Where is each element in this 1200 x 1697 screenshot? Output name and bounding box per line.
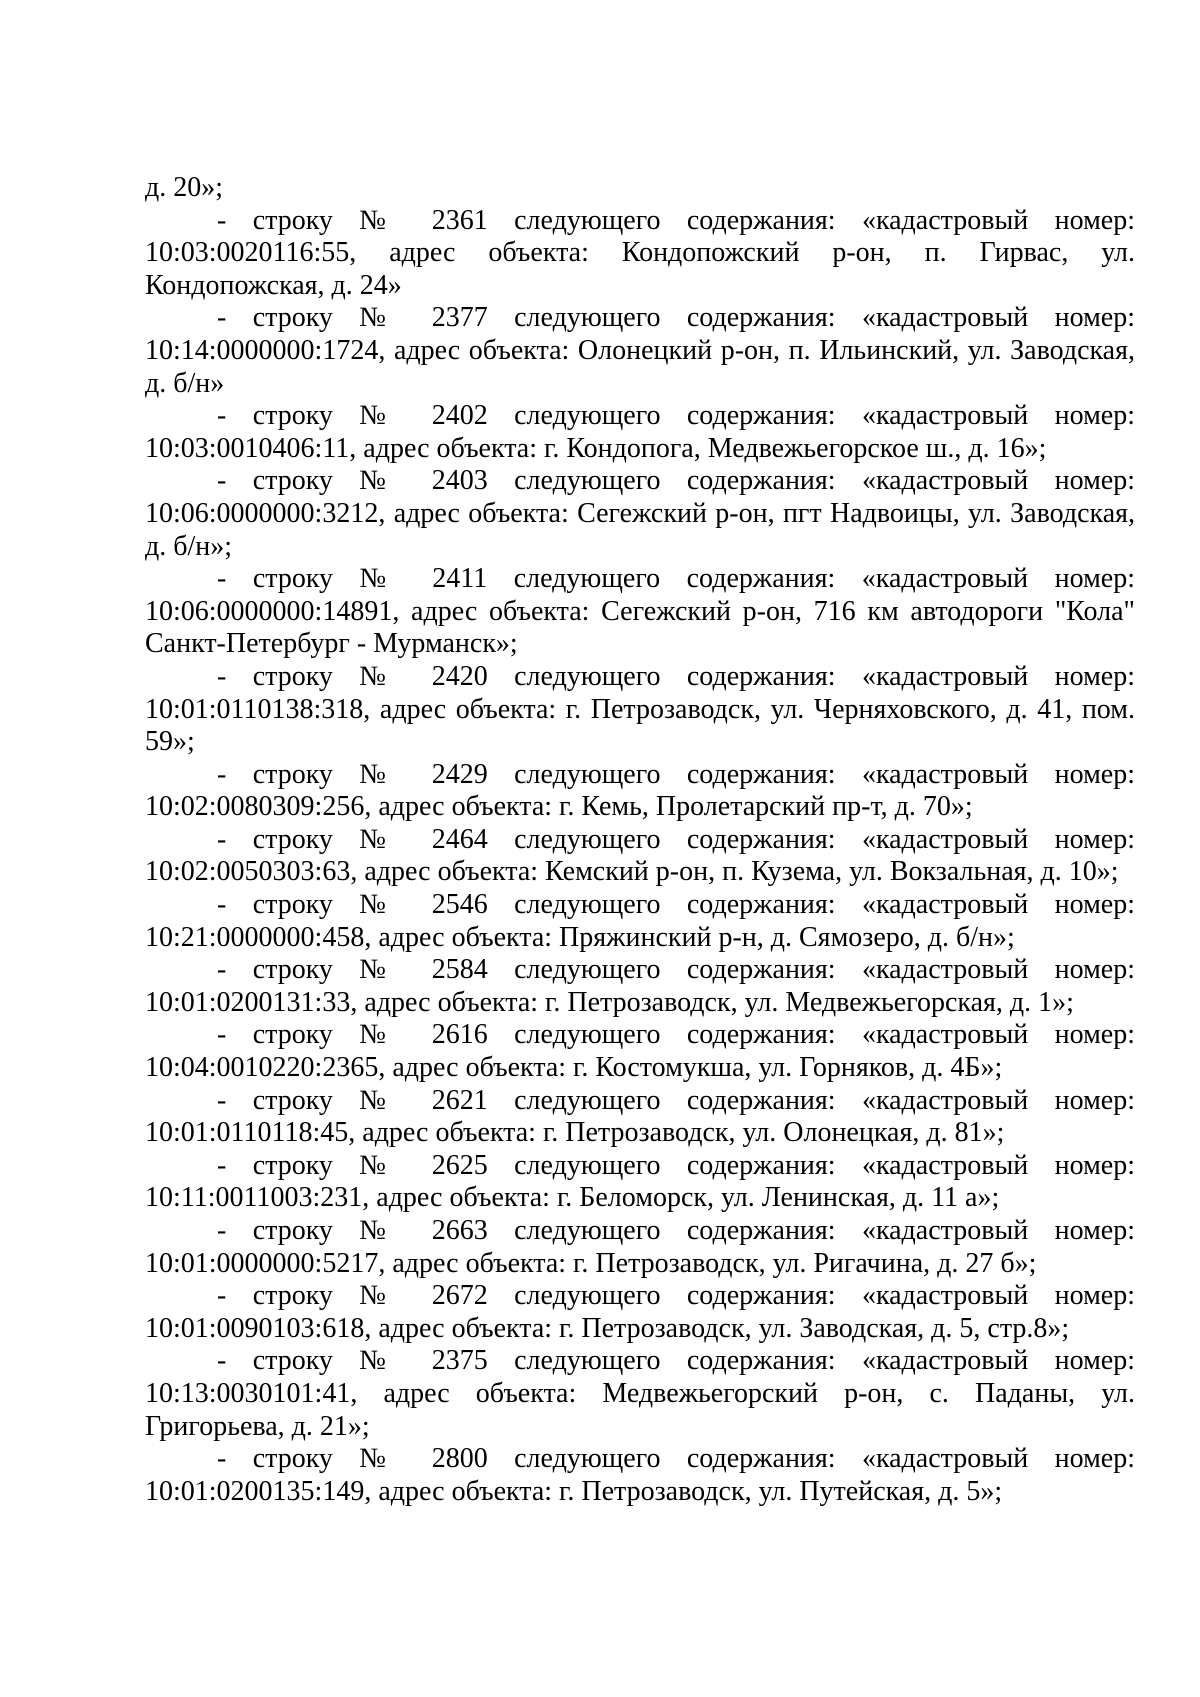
list-item: - строку № 2672 следующего содержания: «кадастровый номер: 10:01:0090103:618, адрес объекта: г. Петрозаводск, ул. Заводская, д. 5, стр.8»;: [145, 1280, 1135, 1344]
document-body: [145, 172, 1135, 1508]
list-item: - строку № 2403 следующего содержания: «кадастровый номер: 10:06:0000000:3212, адрес объекта: Сегежский р-он, пгт Надвоицы, ул. Заводская, д. б/н»;: [145, 465, 1135, 562]
list-item: - строку № 2411 следующего содержания: «кадастровый номер: 10:06:0000000:14891, адрес объекта: Сегежский р-он, 716 км автодороги "Кола" Санкт-Петербург - Мурманск»;: [145, 563, 1135, 660]
list-item: - строку № 2420 следующего содержания: «кадастровый номер: 10:01:0110138:318, адрес объекта: г. Петрозаводск, ул. Черняховского, д. 41, пом. 59»;: [145, 660, 1135, 758]
list-item: - строку № 2546 следующего содержания: «кадастровый номер: 10:21:0000000:458, адрес объекта: Пряжинский р-н, д. Сямозеро, д. б/н»;: [145, 889, 1135, 953]
list-item: - строку № 2377 следующего содержания: «кадастровый номер: 10:14:0000000:1724, адрес объекта: Олонецкий р-он, п. Ильинский, ул. Заводская, д. б/н»: [145, 302, 1135, 399]
list-item: - строку № 2375 следующего содержания: «кадастровый номер: 10:13:0030101:41, адрес объекта: Медвежьегорский р-он, с. Паданы, ул. Григорьева, д. 21»;: [145, 1345, 1135, 1442]
lead-line: д. 20»;: [145, 172, 224, 203]
list-item: - строку № 2402 следующего содержания: «кадастровый номер: 10:03:0010406:11, адрес объекта: г. Кондопога, Медвежьегорское ш., д. 16»;: [145, 400, 1135, 464]
list-item: - строку № 2800 следующего содержания: «кадастровый номер: 10:01:0200135:149, адрес объекта: г. Петрозаводск, ул. Путейская, д. 5»;: [145, 1443, 1135, 1507]
list-item: - строку № 2663 следующего содержания: «кадастровый номер: 10:01:0000000:5217, адрес объекта: г. Петрозаводск, ул. Ригачина, д. 27 б»;: [145, 1215, 1135, 1279]
list-item: - строку № 2361 следующего содержания: «кадастровый номер: 10:03:0020116:55, адрес объекта: Кондопожский р-он, п. Гирвас, ул. Кондопожская, д. 24»: [145, 204, 1135, 301]
list-item: - строку № 2429 следующего содержания: «кадастровый номер: 10:02:0080309:256, адрес объекта: г. Кемь, Пролетарский пр-т, д. 70»;: [145, 758, 1135, 823]
list-item: - строку № 2464 следующего содержания: «кадастровый номер: 10:02:0050303:63, адрес объекта: Кемский р-он, п. Кузема, ул. Вокзальная, д. 10»;: [145, 823, 1135, 888]
list-item: - строку № 2616 следующего содержания: «кадастровый номер: 10:04:0010220:2365, адрес объекта: г. Костомукша, ул. Горняков, д. 4Б»;: [145, 1019, 1135, 1084]
list-item: - строку № 2621 следующего содержания: «кадастровый номер: 10:01:0110118:45, адрес объекта: г. Петрозаводск, ул. Олонецкая, д. 81»;: [145, 1084, 1135, 1149]
list-item: - строку № 2584 следующего содержания: «кадастровый номер: 10:01:0200131:33, адрес объекта: г. Петрозаводск, ул. Медвежьегорская, д. 1»;: [145, 954, 1135, 1018]
list-item: - строку № 2625 следующего содержания: «кадастровый номер: 10:11:0011003:231, адрес объекта: г. Беломорск, ул. Ленинская, д. 11 а»;: [145, 1149, 1135, 1214]
